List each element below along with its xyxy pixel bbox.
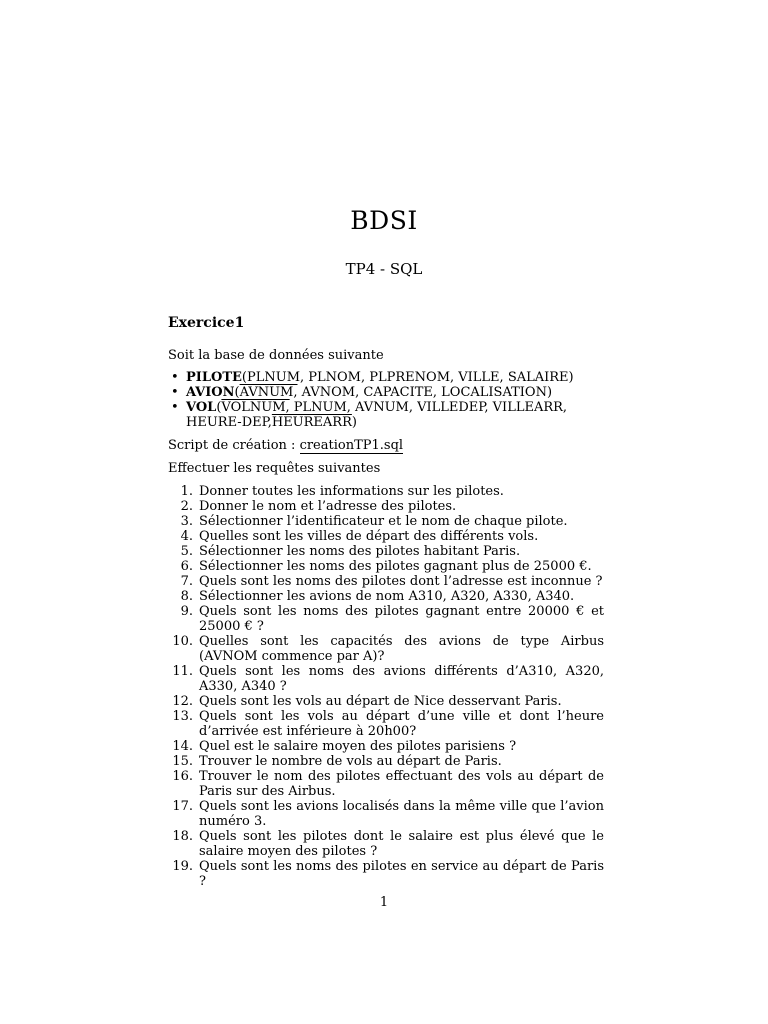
intro-text: Soit la base de données suivante [168,348,384,363]
question-number: 13. [172,709,193,724]
question-item [168,859,604,889]
question-number: 11. [172,664,193,679]
document-title: BDSI [350,206,418,235]
table-name: AVION [186,385,235,400]
question-text: Quel est le salaire moyen des pilotes parisiens ? [199,739,517,754]
question-text: Quels sont les vols au départ d’une ville et dont l’heure d’arrivée est inférieure à 20h00? [199,709,604,739]
question-number: 15. [172,754,193,769]
question-text: Quels sont les avions localisés dans la même ville que l’avion numéro 3. [199,799,604,829]
script-label: Script de création : [168,438,300,453]
question-number: 12. [172,694,193,709]
question-item [168,739,604,754]
question-item [168,694,604,709]
paren-open: ( [216,400,222,415]
question-text: Trouver le nom des pilotes effectuant des vols au départ de Paris sur des Airbus. [199,769,604,799]
question-number: 6. [180,559,193,574]
question-text: Quels sont les noms des pilotes dont l’adresse est inconnue ? [199,574,603,589]
table-name: VOL [186,400,217,415]
attribute-list: PLNUM, AVNUM, VILLEDEP, VILLEARR, HEURE-DEP, [186,400,568,430]
question-text: Quelles sont les capacités des avions de type Airbus (AVNOM commence par A)? [199,634,604,664]
question-text: Quels sont les noms des avions différents d’A310, A320, A330, A340 ? [199,664,604,694]
primary-key: AVNUM, [239,385,298,400]
question-text: Sélectionner les noms des pilotes gagnant plus de 25000 €. [199,559,592,574]
paren-open: ( [234,385,240,400]
question-item [168,499,604,514]
schema-list [168,370,604,430]
script-line [168,438,604,453]
question-text: Quelles sont les villes de départ des différents vols. [199,529,539,544]
question-text: Donner toutes les informations sur les pilotes. [199,484,504,499]
page-number: 1 [379,895,389,910]
question-item [168,664,604,694]
question-number: 16. [172,769,193,784]
paren-open: ( [241,370,247,385]
question-number: 18. [172,829,193,844]
question-item [168,514,604,529]
questions-list [168,484,604,889]
question-item [168,544,604,559]
question-item [168,589,604,604]
question-text: Donner le nom et l’adresse des pilotes. [199,499,457,514]
question-number: 5. [180,544,193,559]
question-text: Quels sont les vols au départ de Nice desservant Paris. [199,694,562,709]
section-heading: Exercice1 [168,315,245,331]
schema-item-vol [186,400,604,430]
question-number: 7. [180,574,193,589]
question-text: Quels sont les noms des pilotes en service au départ de Paris ? [199,859,604,889]
question-item [168,574,604,589]
schema-item-avion [186,385,604,400]
question-number: 1. [180,484,193,499]
question-number: 9. [180,604,193,619]
question-item [168,484,604,499]
question-number: 3. [180,514,193,529]
question-number: 8. [180,589,193,604]
question-text: Trouver le nombre de vols au départ de Paris. [199,754,502,769]
script-file-link[interactable]: creationTP1.sql [299,438,404,453]
question-item [168,559,604,574]
question-number: 14. [172,739,193,754]
question-number: 19. [172,859,193,874]
requests-intro: Effectuer les requêtes suivantes [168,461,381,476]
secondary-key: HEUREARR [271,415,352,430]
question-number: 17. [172,799,193,814]
question-item [168,754,604,769]
question-number: 2. [180,499,193,514]
document-subtitle: TP4 - SQL [345,260,423,278]
document-body [168,316,604,889]
question-item [168,769,604,799]
question-text: Sélectionner les avions de nom A310, A320, A330, A340. [199,589,575,604]
attribute-list: AVNOM, CAPACITE, LOCALISATION) [297,385,553,400]
question-item [168,634,604,664]
question-text: Sélectionner les noms des pilotes habitant Paris. [199,544,521,559]
question-number: 10. [172,634,193,649]
schema-item-pilote [186,370,604,385]
question-item [168,829,604,859]
attribute-list: PLNUM, PLNOM, PLPRENOM, VILLE, SALAIRE) [246,370,574,385]
question-item [168,709,604,739]
question-text: Sélectionner l’identificateur et le nom de chaque pilote. [199,514,568,529]
table-name: PILOTE [186,370,242,385]
question-text: Quels sont les noms des pilotes gagnant entre 20000 € et 25000 € ? [199,604,604,634]
question-text: Quels sont les pilotes dont le salaire est plus élevé que le salaire moyen des pilotes ? [199,829,604,859]
paren-close: ) [351,415,357,430]
question-item [168,799,604,829]
question-number: 4. [180,529,193,544]
question-item [168,604,604,634]
question-item [168,529,604,544]
primary-key: VOLNUM, [221,400,290,415]
